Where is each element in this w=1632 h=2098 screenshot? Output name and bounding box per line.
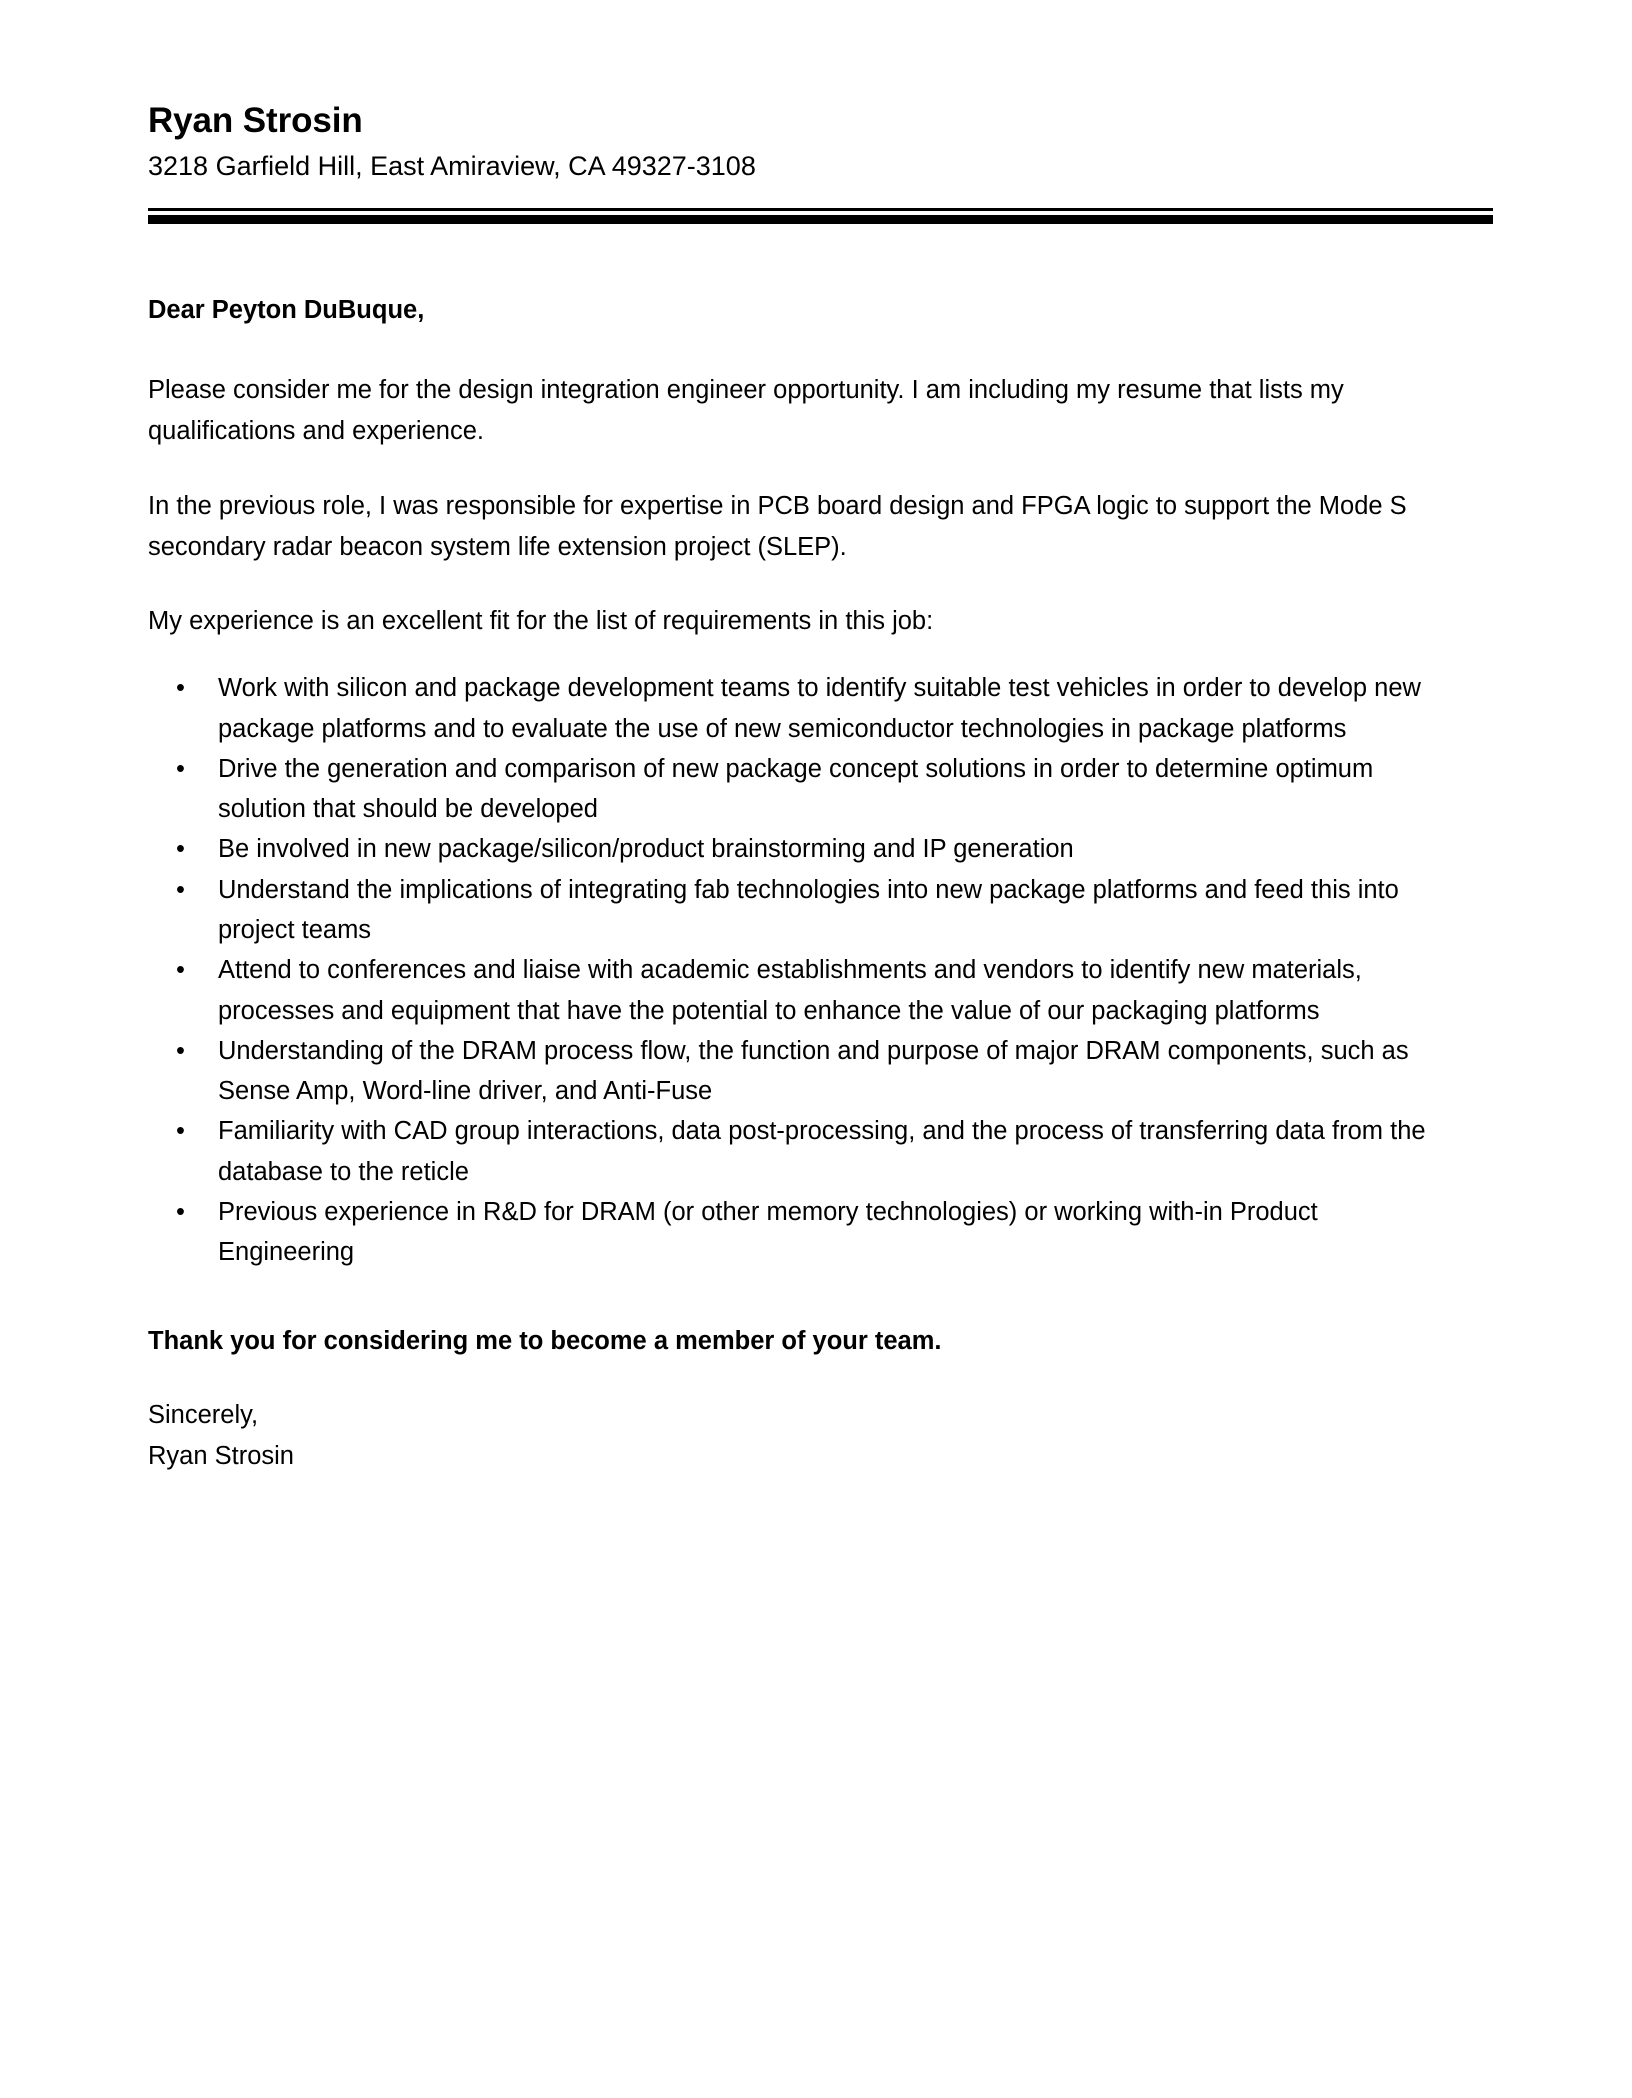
list-item: • Drive the generation and comparison of new package concept solutions in order to determine optimum solution that should be developed: [170, 749, 1442, 830]
list-item: • Work with silicon and package development teams to identify suitable test vehicles in order to develop new package platforms and to evaluate the use of new semiconductor technologies in package platforms: [170, 668, 1442, 749]
letter-content: [148, 0, 1468, 1477]
list-item: • Familiarity with CAD group interactions, data post-processing, and the process of transferring data from the database to the reticle: [170, 1111, 1442, 1192]
signature-block: [148, 1395, 1468, 1478]
sign-off: Sincerely,: [148, 1400, 259, 1429]
list-item: • Understanding of the DRAM process flow, the function and purpose of major DRAM components, such as Sense Amp, Word-line driver, and Anti-Fuse: [170, 1031, 1442, 1112]
requirements-list: [148, 668, 1468, 1272]
sender-address: 3218 Garfield Hill, East Amiraview, CA 49327-3108: [148, 150, 756, 181]
list-item: • Previous experience in R&D for DRAM (or other memory technologies) or working with-in Product Engineering: [170, 1192, 1442, 1273]
header-divider: [148, 208, 1493, 224]
letter-body: [148, 292, 1468, 1477]
closing-statement: Thank you for considering me to become a member of your team.: [148, 1327, 942, 1356]
list-item: • Be involved in new package/silicon/product brainstorming and IP generation: [170, 829, 1442, 869]
list-item: • Understand the implications of integrating fab technologies into new package platforms and feed this into project teams: [170, 870, 1442, 951]
paragraph-requirements-lead-in: My experience is an excellent fit for the list of requirements in this job:: [148, 607, 934, 636]
list-item: • Attend to conferences and liaise with academic establishments and vendors to identify new materials, processes and equipment that have the potential to enhance the value of our packaging platforms: [170, 950, 1442, 1031]
letterhead: [148, 0, 1468, 184]
signature-name: Ryan Strosin: [148, 1442, 294, 1471]
divider-thick-rule: [148, 215, 1493, 224]
paragraph-previous-role: In the previous role, I was responsible for expertise in PCB board design and FPGA logic to support the Mode S secondary radar beacon system life extension project (SLEP).: [148, 491, 1407, 561]
salutation: Dear Peyton DuBuque,: [148, 296, 425, 325]
paragraph-intro: Please consider me for the design integration engineer opportunity. I am including my resume that lists my qualifications and experience.: [148, 376, 1344, 446]
sender-name: Ryan Strosin: [148, 101, 363, 140]
